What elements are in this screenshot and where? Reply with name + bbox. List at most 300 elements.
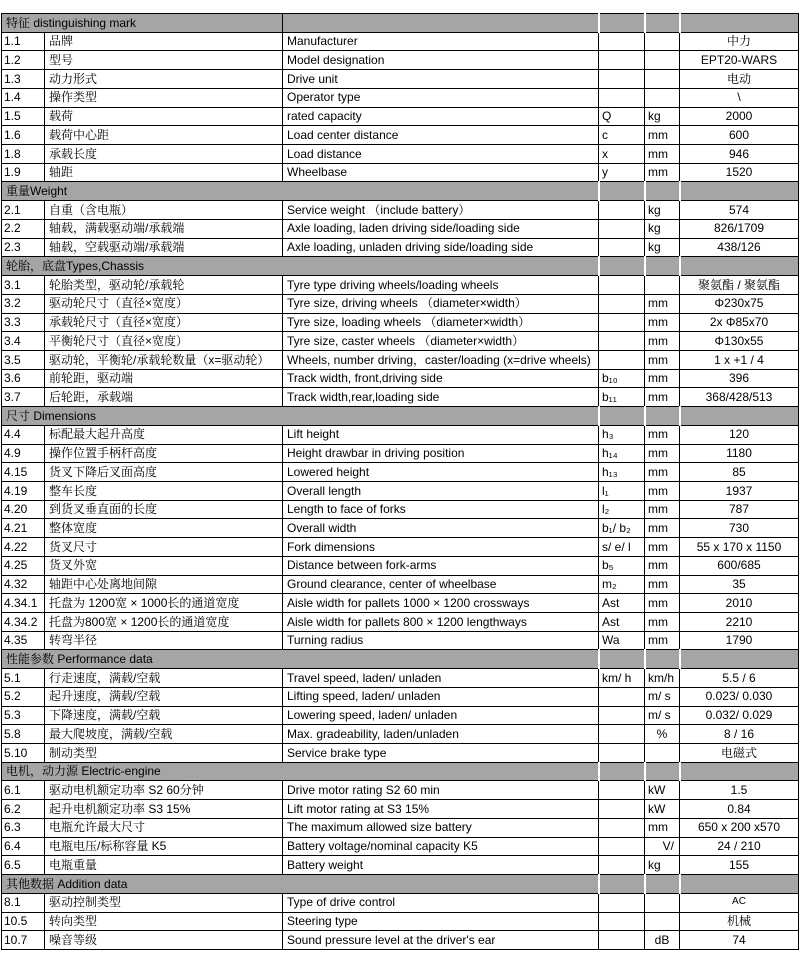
row-value: 574 (680, 201, 799, 220)
section-title: 轮胎，底盘Types,Chassis (2, 257, 599, 276)
row-unit: mm (645, 145, 680, 164)
row-id: 1.2 (2, 51, 45, 70)
row-symbol (599, 201, 645, 220)
row-symbol (599, 294, 645, 313)
row-label-cn: 托盘为 1200宽 × 1000长的通道宽度 (45, 594, 283, 613)
row-label-en: Service weight （include battery） (283, 201, 599, 220)
row-value: 2210 (680, 613, 799, 632)
row-id: 4.9 (2, 444, 45, 463)
row-symbol: h₃ (599, 425, 645, 444)
section-title: 其他数据 Addition data (2, 875, 599, 894)
row-symbol (599, 744, 645, 763)
row-value: 155 (680, 856, 799, 875)
table-row (2, 575, 799, 594)
row-label-cn: 轴载，满载驱动端/承载端 (45, 219, 283, 238)
row-value: 2x Φ85x70 (680, 313, 799, 332)
row-value: Φ130x55 (680, 332, 799, 351)
table-row (2, 219, 799, 238)
table-row (2, 369, 799, 388)
row-symbol: Ast (599, 613, 645, 632)
row-value: 600 (680, 126, 799, 145)
row-label-en: Service brake type (283, 744, 599, 763)
section-spacer (645, 257, 680, 276)
row-symbol (599, 800, 645, 819)
row-symbol (599, 893, 645, 912)
section-spacer (680, 257, 799, 276)
row-symbol: h₁₄ (599, 444, 645, 463)
section-spacer (680, 407, 799, 426)
row-label-en: Axle loading, laden driving side/loading side (283, 219, 599, 238)
table-row (2, 781, 799, 800)
row-value: 787 (680, 500, 799, 519)
row-value: 8 / 16 (680, 725, 799, 744)
row-value: 1180 (680, 444, 799, 463)
section-spacer (599, 407, 645, 426)
row-label-cn: 驱动电机额定功率 S2 60分钟 (45, 781, 283, 800)
row-label-cn: 后轮距，承载端 (45, 388, 283, 407)
row-id: 3.3 (2, 313, 45, 332)
row-id: 10.5 (2, 912, 45, 931)
section-title: 性能参数 Performance data (2, 650, 599, 669)
row-label-en: The maximum allowed size battery (283, 818, 599, 837)
row-symbol: Ast (599, 594, 645, 613)
row-symbol (599, 88, 645, 107)
row-label-en: Tyre size, caster wheels （diameter×width） (283, 332, 599, 351)
row-label-en: Operator type (283, 88, 599, 107)
row-id: 6.5 (2, 856, 45, 875)
row-symbol (599, 912, 645, 931)
row-id: 1.8 (2, 145, 45, 164)
section-spacer (599, 875, 645, 894)
row-symbol (599, 725, 645, 744)
row-id: 2.2 (2, 219, 45, 238)
section-header-row (2, 257, 799, 276)
row-unit (645, 51, 680, 70)
row-symbol (599, 350, 645, 369)
row-id: 6.4 (2, 837, 45, 856)
row-id: 3.2 (2, 294, 45, 313)
row-label-cn: 载荷中心距 (45, 126, 283, 145)
section-spacer (645, 650, 680, 669)
row-label-en: Battery voltage/nominal capacity K5 (283, 837, 599, 856)
table-row (2, 388, 799, 407)
row-value: 74 (680, 931, 799, 950)
row-label-en: Travel speed, laden/ unladen (283, 669, 599, 688)
row-unit: mm (645, 500, 680, 519)
row-id: 5.2 (2, 687, 45, 706)
row-label-cn: 前轮距，驱动端 (45, 369, 283, 388)
table-row (2, 631, 799, 650)
table-row (2, 201, 799, 220)
row-symbol (599, 32, 645, 51)
row-label-cn: 驱动轮，平衡轮/承载轮数量（x=驱动轮） (45, 350, 283, 369)
row-id: 1.9 (2, 163, 45, 182)
row-label-en: Type of drive control (283, 893, 599, 912)
section-spacer (645, 875, 680, 894)
spec-table-body (2, 14, 799, 950)
row-label-cn: 货叉下降后叉面高度 (45, 463, 283, 482)
row-label-cn: 电瓶电压/标称容量 K5 (45, 837, 283, 856)
row-unit: mm (645, 575, 680, 594)
row-value: 1937 (680, 481, 799, 500)
row-unit (645, 32, 680, 51)
section-title: 电机，动力源 Electric-engine (2, 762, 599, 781)
row-unit (645, 744, 680, 763)
row-label-cn: 托盘为800宽 × 1200长的通道宽度 (45, 613, 283, 632)
row-symbol: x (599, 145, 645, 164)
row-unit (645, 893, 680, 912)
row-label-en: Lowering speed, laden/ unladen (283, 706, 599, 725)
row-label-cn: 驱动控制类型 (45, 893, 283, 912)
section-spacer (599, 762, 645, 781)
row-unit: dB (645, 931, 680, 950)
row-label-en: Sound pressure level at the driver's ear (283, 931, 599, 950)
row-label-en: Ground clearance, center of wheelbase (283, 575, 599, 594)
table-row (2, 556, 799, 575)
row-label-en: Tyre size, loading wheels （diameter×width） (283, 313, 599, 332)
row-id: 3.5 (2, 350, 45, 369)
row-symbol: b₁/ b₂ (599, 519, 645, 538)
row-label-cn: 电瓶重量 (45, 856, 283, 875)
row-unit: kW (645, 800, 680, 819)
row-value: 1.5 (680, 781, 799, 800)
row-id: 3.7 (2, 388, 45, 407)
row-unit: mm (645, 294, 680, 313)
section-spacer (283, 14, 599, 33)
row-id: 6.3 (2, 818, 45, 837)
section-header-row (2, 875, 799, 894)
row-unit: m/ s (645, 687, 680, 706)
table-row (2, 350, 799, 369)
table-row (2, 912, 799, 931)
row-unit: km/h (645, 669, 680, 688)
row-id: 5.1 (2, 669, 45, 688)
table-row (2, 294, 799, 313)
row-value: 电磁式 (680, 744, 799, 763)
section-spacer (680, 650, 799, 669)
row-id: 1.3 (2, 70, 45, 89)
row-label-en: Overall width (283, 519, 599, 538)
row-label-en: Load distance (283, 145, 599, 164)
row-label-cn: 电瓶允许最大尺寸 (45, 818, 283, 837)
row-label-en: Axle loading, unladen driving side/loading side (283, 238, 599, 257)
row-id: 4.19 (2, 481, 45, 500)
row-value: Φ230x75 (680, 294, 799, 313)
row-label-en: Lift motor rating at S3 15% (283, 800, 599, 819)
row-id: 4.20 (2, 500, 45, 519)
row-id: 1.6 (2, 126, 45, 145)
row-value: 35 (680, 575, 799, 594)
row-symbol (599, 313, 645, 332)
row-unit: mm (645, 126, 680, 145)
row-label-cn: 整车长度 (45, 481, 283, 500)
row-label-cn: 轴距 (45, 163, 283, 182)
row-label-en: Distance between fork-arms (283, 556, 599, 575)
row-symbol (599, 332, 645, 351)
table-row (2, 313, 799, 332)
section-spacer (599, 257, 645, 276)
row-unit: mm (645, 425, 680, 444)
section-spacer (645, 762, 680, 781)
row-label-en: Load center distance (283, 126, 599, 145)
row-unit: kg (645, 238, 680, 257)
row-symbol: Wa (599, 631, 645, 650)
row-symbol: s/ e/ l (599, 538, 645, 557)
row-label-cn: 操作位置手柄杆高度 (45, 444, 283, 463)
row-id: 3.4 (2, 332, 45, 351)
row-symbol: h₁₃ (599, 463, 645, 482)
section-title: 尺寸 Dimensions (2, 407, 599, 426)
row-unit: mm (645, 444, 680, 463)
row-symbol (599, 276, 645, 295)
row-label-en: Lowered height (283, 463, 599, 482)
row-symbol: c (599, 126, 645, 145)
row-symbol: b₁₁ (599, 388, 645, 407)
section-spacer (680, 762, 799, 781)
row-unit: kW (645, 781, 680, 800)
table-row (2, 519, 799, 538)
section-title: 重量Weight (2, 182, 599, 201)
table-row (2, 238, 799, 257)
row-label-cn: 转向类型 (45, 912, 283, 931)
table-row (2, 107, 799, 126)
row-id: 3.1 (2, 276, 45, 295)
section-spacer (645, 182, 680, 201)
row-symbol (599, 219, 645, 238)
row-value: 2010 (680, 594, 799, 613)
row-unit: mm (645, 481, 680, 500)
table-row (2, 481, 799, 500)
row-symbol: b₁₀ (599, 369, 645, 388)
table-row (2, 145, 799, 164)
row-value: AC (680, 893, 799, 912)
row-label-cn: 制动类型 (45, 744, 283, 763)
row-id: 5.3 (2, 706, 45, 725)
section-spacer (599, 14, 645, 33)
row-value: 机械 (680, 912, 799, 931)
section-spacer (599, 182, 645, 201)
table-row (2, 538, 799, 557)
row-unit: mm (645, 594, 680, 613)
row-unit: mm (645, 818, 680, 837)
row-value: 0.023/ 0.030 (680, 687, 799, 706)
row-unit: mm (645, 519, 680, 538)
row-label-cn: 操作类型 (45, 88, 283, 107)
row-id: 3.6 (2, 369, 45, 388)
row-value: 2000 (680, 107, 799, 126)
row-value: 1520 (680, 163, 799, 182)
row-label-cn: 行走速度，满载/空载 (45, 669, 283, 688)
row-value: 0.032/ 0.029 (680, 706, 799, 725)
section-spacer (680, 875, 799, 894)
row-unit: mm (645, 463, 680, 482)
row-symbol (599, 818, 645, 837)
row-symbol (599, 837, 645, 856)
row-label-cn: 品牌 (45, 32, 283, 51)
row-id: 4.15 (2, 463, 45, 482)
row-label-cn: 转弯半径 (45, 631, 283, 650)
row-value: 650 x 200 x570 (680, 818, 799, 837)
row-label-cn: 噪音等级 (45, 931, 283, 950)
row-label-en: Lifting speed, laden/ unladen (283, 687, 599, 706)
row-unit: % (645, 725, 680, 744)
row-label-en: Length to face of forks (283, 500, 599, 519)
row-value: EPT20-WARS (680, 51, 799, 70)
row-symbol (599, 781, 645, 800)
table-row (2, 837, 799, 856)
table-row (2, 70, 799, 89)
table-row (2, 818, 799, 837)
row-label-cn: 驱动轮尺寸（直径×宽度） (45, 294, 283, 313)
table-row (2, 444, 799, 463)
table-row (2, 744, 799, 763)
row-label-cn: 轴距中心处离地间隙 (45, 575, 283, 594)
row-label-en: Aisle width for pallets 1000 × 1200 crossways (283, 594, 599, 613)
row-value: 0.84 (680, 800, 799, 819)
row-id: 1.5 (2, 107, 45, 126)
row-unit: kg (645, 219, 680, 238)
table-row (2, 276, 799, 295)
row-label-en: Aisle width for pallets 800 × 1200 lengthways (283, 613, 599, 632)
row-symbol (599, 70, 645, 89)
table-row (2, 32, 799, 51)
row-label-en: rated capacity (283, 107, 599, 126)
row-symbol (599, 51, 645, 70)
section-spacer (680, 14, 799, 33)
table-row (2, 425, 799, 444)
row-label-cn: 起升电机额定功率 S3 15% (45, 800, 283, 819)
spec-table (1, 13, 799, 950)
row-value: 85 (680, 463, 799, 482)
table-row (2, 88, 799, 107)
row-label-en: Track width,rear,loading side (283, 388, 599, 407)
row-id: 4.4 (2, 425, 45, 444)
row-id: 5.8 (2, 725, 45, 744)
row-label-cn: 动力形式 (45, 70, 283, 89)
section-header-row (2, 650, 799, 669)
section-title: 特征 distinguishing mark (2, 14, 283, 33)
row-id: 4.21 (2, 519, 45, 538)
table-row (2, 163, 799, 182)
row-symbol: l₂ (599, 500, 645, 519)
row-unit: mm (645, 332, 680, 351)
row-label-en: Overall length (283, 481, 599, 500)
table-row (2, 856, 799, 875)
section-header-row (2, 182, 799, 201)
row-label-en: Tyre size, driving wheels （diameter×width） (283, 294, 599, 313)
row-label-en: Drive unit (283, 70, 599, 89)
row-symbol (599, 238, 645, 257)
row-label-cn: 型号 (45, 51, 283, 70)
row-unit (645, 276, 680, 295)
row-label-en: Manufacturer (283, 32, 599, 51)
row-unit: mm (645, 313, 680, 332)
row-unit: mm (645, 556, 680, 575)
row-symbol: y (599, 163, 645, 182)
row-symbol: km/ h (599, 669, 645, 688)
row-value: 730 (680, 519, 799, 538)
row-value: 946 (680, 145, 799, 164)
row-id: 6.1 (2, 781, 45, 800)
table-row (2, 800, 799, 819)
row-value: 聚氨酯 / 聚氨酯 (680, 276, 799, 295)
table-row (2, 706, 799, 725)
row-unit (645, 70, 680, 89)
row-label-cn: 起升速度，满载/空载 (45, 687, 283, 706)
row-label-cn: 整体宽度 (45, 519, 283, 538)
row-id: 4.35 (2, 631, 45, 650)
table-row (2, 687, 799, 706)
row-id: 1.1 (2, 32, 45, 51)
row-id: 2.1 (2, 201, 45, 220)
row-id: 2.3 (2, 238, 45, 257)
section-header-row (2, 407, 799, 426)
row-symbol (599, 687, 645, 706)
row-unit: mm (645, 388, 680, 407)
row-label-cn: 轮胎类型，驱动轮/承载轮 (45, 276, 283, 295)
row-value: \ (680, 88, 799, 107)
row-unit: mm (645, 631, 680, 650)
row-unit: mm (645, 369, 680, 388)
row-value: 电动 (680, 70, 799, 89)
row-unit: mm (645, 350, 680, 369)
row-unit: mm (645, 163, 680, 182)
row-value: 55 x 170 x 1150 (680, 538, 799, 557)
row-unit (645, 912, 680, 931)
row-id: 4.34.1 (2, 594, 45, 613)
row-value: 24 / 210 (680, 837, 799, 856)
section-spacer (645, 14, 680, 33)
row-label-cn: 下降速度，满载/空载 (45, 706, 283, 725)
section-header-row (2, 14, 799, 33)
row-label-en: Drive motor rating S2 60 min (283, 781, 599, 800)
row-label-en: Steering type (283, 912, 599, 931)
row-unit: V/ (645, 837, 680, 856)
row-id: 6.2 (2, 800, 45, 819)
row-label-cn: 到货叉垂直面的长度 (45, 500, 283, 519)
row-label-cn: 货叉尺寸 (45, 538, 283, 557)
table-row (2, 500, 799, 519)
row-symbol: l₁ (599, 481, 645, 500)
row-id: 8.1 (2, 893, 45, 912)
row-value: 中力 (680, 32, 799, 51)
table-row (2, 931, 799, 950)
row-unit: mm (645, 538, 680, 557)
row-label-en: Height drawbar in driving position (283, 444, 599, 463)
table-row (2, 725, 799, 744)
row-id: 4.22 (2, 538, 45, 557)
row-value: 826/1709 (680, 219, 799, 238)
table-row (2, 463, 799, 482)
table-row (2, 126, 799, 145)
row-label-cn: 最大爬坡度，满载/空载 (45, 725, 283, 744)
table-row (2, 893, 799, 912)
row-id: 1.4 (2, 88, 45, 107)
row-label-cn: 轴载，空载驱动端/承载端 (45, 238, 283, 257)
row-label-en: Wheels, number driving，caster/loading (x=drive wheels) (283, 350, 599, 369)
row-label-en: Track width, front,driving side (283, 369, 599, 388)
row-value: 1790 (680, 631, 799, 650)
row-id: 10.7 (2, 931, 45, 950)
row-label-en: Fork dimensions (283, 538, 599, 557)
row-label-cn: 承载轮尺寸（直径×宽度） (45, 313, 283, 332)
row-unit (645, 88, 680, 107)
row-label-cn: 标配最大起升高度 (45, 425, 283, 444)
table-row (2, 332, 799, 351)
row-symbol (599, 856, 645, 875)
row-unit: kg (645, 107, 680, 126)
row-unit: kg (645, 856, 680, 875)
